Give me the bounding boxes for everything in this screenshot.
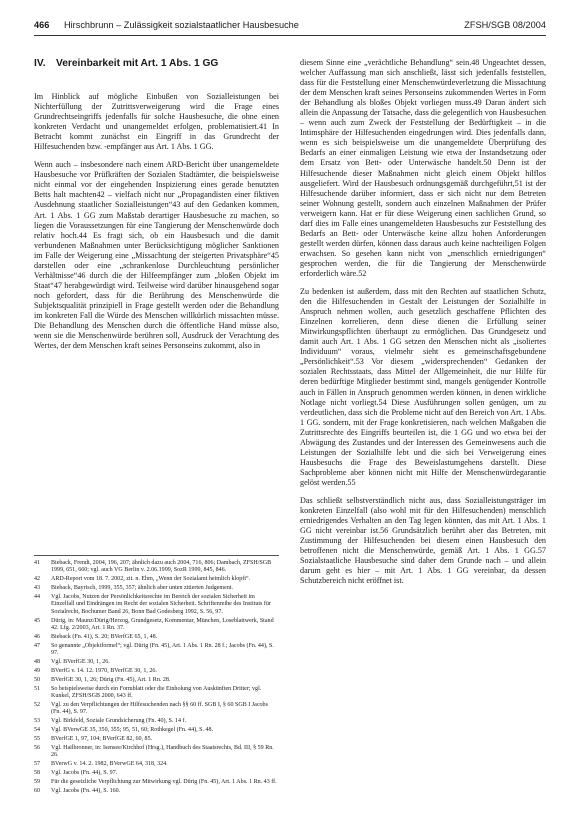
footnote-number: 46 xyxy=(34,633,41,640)
footnote-text: So beispielsweise durch ein Formblatt oder die Einholung von Auskünften Dritter; vgl. Kunkel, ZFSH/SGB 2000, 643 ff. xyxy=(51,685,262,699)
footnote xyxy=(34,745,279,760)
footnote-number: 59 xyxy=(34,778,41,785)
header-rule xyxy=(34,35,546,36)
footnote-text: BVerfG v. 14. 12. 1970, BVerfGE 30, 1, 26. xyxy=(51,667,157,674)
footnote-number: 55 xyxy=(34,735,41,742)
running-title: Hirschbrunn – Zulässigkeit sozialstaatlicher Hausbesuche xyxy=(64,20,299,30)
footnote xyxy=(34,618,279,633)
footnote-number: 45 xyxy=(34,617,41,624)
footnote-text: So genannte „Objektformel“; vgl. Dürig (Fn. 45), Art. 1 Abs. 1 Rn. 28 f.; Jacobs (Fn. 44), S. 97. xyxy=(51,642,274,656)
body-paragraph: diesem Sinne eine „verächtliche Behandlung“ sein.48 Ungeachtet dessen, welcher Auffassung man sich anschließt, lässt sich jedenfalls feststellen, dass für die Feststellung einer Menschenwürdeverletzung die Missachtung der dem Menschen kraft seines Personseins zukommenden Wertes in Form der Behandlung als bloßes Objekt vorliegen muss.49 Daran ändert sich allein die Anpassung der Tatsache, dass die gelegentlich von Hausbesuchen – wenn auch zum Zweck der Feststellung der Bedürftigkeit – in die Intimsphäre der Hilfesuchenden eingedrungen wird. Dies jedenfalls dann, wenn es sich beispielsweise um die unangemeldete Überprüfung des Bedarfs an einer einmaligen Leistung wie etwa der Instandsetzung oder dem Ersatz von Bett- oder Unterwäsche handelt.50 Denn ist der Hilfesuchende dieser Maßnahmen nicht gleich einem Objekt hilflos ausgeliefert. Wird der Hausbesuch ordnungsgemäß durchgeführt,51 ist der Hilfesuchende darüber informiert, dass er sich nicht nur dem Betreten seiner Wohnung gestellt, sondern auch einzelnen Maßnahmen der Prüfer verweigern kann. Hat er für diese Weigerung einen sachlichen Grund, so darf dies im Falle eines unangemeldeten Hausbesuchs zur Feststellung des Bedarfs an Bett- oder Unterwäsche keine allzu hohen Anforderungen gestellt werden dürfen, können dass daraus auch keine nachteiligen Folgen erwachsen. So gesehen kann nicht von „menschlich erniedrigungen“ gesprochen werden, die für die Tangierung der Menschenwürde erforderlich wäre.52 xyxy=(300,58,546,278)
footnote-text: Vgl. Jacobs (Fn. 44), S. 160. xyxy=(51,787,121,794)
footnote-number: 42 xyxy=(34,576,41,583)
footnote xyxy=(34,686,279,701)
right-column xyxy=(300,58,546,594)
footnote xyxy=(34,668,279,675)
footnote-number: 56 xyxy=(34,744,41,751)
footnote xyxy=(34,761,279,768)
footnote xyxy=(34,779,279,786)
footnote-number: 58 xyxy=(34,769,41,776)
footnote xyxy=(34,770,279,777)
footnote xyxy=(34,788,279,795)
footnote-number: 44 xyxy=(34,594,41,601)
footnote xyxy=(34,659,279,666)
footnote-text: BVerfGE 30, 1, 26; Dürig (Fn. 45), Art. 1 Rn. 28. xyxy=(51,676,171,683)
footnote-text: Bieback, Frendt, 2004, 196, 207; ähnlich dazu auch 2004, 716, 806; Dambach, ZFSH/SGB 1999, 651, 660; vgl. auch VG Berlin v. 2.06.1999, SozR 1999, 845, 846. xyxy=(51,560,272,574)
footnote-number: 52 xyxy=(34,701,41,708)
footnote-number: 43 xyxy=(34,585,41,592)
section-heading xyxy=(34,58,279,70)
footnote-text: Dürig, in: Maunz/Dürig/Herzog, Grundgesetz, Kommentar, München, Loseblattwerk, Stand 42. Lfg. 2/2003, Art. 1 Rn. 37. xyxy=(51,617,274,631)
footnote-text: Bieback (Fn. 41), S. 20; BVerfGE 65, 1, 48. xyxy=(51,633,158,640)
footnote xyxy=(34,643,279,658)
footnote xyxy=(34,560,279,575)
footnote-number: 57 xyxy=(34,761,41,767)
footnote-number: 53 xyxy=(34,718,41,724)
body-paragraph: Wenn auch – insbesondere nach einem ARD-Bericht über unangemeldete Hausbesuche vor Prüfkräften der Sozialen Stadtämter, die beispielsweise nicht einmal vor der eingehenden Inspizierung eines gerade benutzten Betts halt machten42 – vielfach nicht nur „Propagandisten einer fiktiven Ausdehnung staatlicher Sozialleistungen“43 auf den Gedanken kommen, Art. 1 Abs. 1 GG zum Maßstab derartiger Hausbesuche zu machen, so liegen die Voraussetzungen für eine Tangierung der Menschenwürde doch relativ hoch.44 Es fragt sich, ob ein Hausbesuch und die damit verbundenen Maßnahmen unter Berücksichtigung möglicher Sanktionen im Falle der Weigerung eine „Missachtung der steigerten Privatsphäre“45 darstellen oder eine „schrankenlose Durchleuchtung persönlicher Verhältnisse“46 durch die der Hilfeempfänger zum „bloßen Objekt im Staat“47 herabgewürdigt wird. Teilweise wird darüber hinausgehend sogar noch gefordert, dass für die Berührung des Menschenwürde die Subjektsqualität prinzipiell in Frage gestellt werden oder die Behandlung im konkreten Fall die Würde des Menschen willkürlich missachten müsse. Die Behandlung des Menschen durch die öffentliche Hand müsse also, wenn sie die Menschenwürde berühren soll, Ausdruck der Verachtung des Wertes, der dem Menschen kraft seines Personseins zukommt, also in xyxy=(34,160,279,351)
footnote-text: BVerfGE 1, 97, 104; BVerfGE 82, 60, 85. xyxy=(51,735,153,742)
footnote-text: Vgl. BVerfGE 30, 1, 26. xyxy=(51,658,110,665)
footnote-number: 54 xyxy=(34,726,41,733)
footnotes xyxy=(34,555,279,797)
footnote xyxy=(34,677,279,684)
footnote-text: Vgl. Birkfeld, Soziale Grundsicherung (Fn. 40), S. 14 f. xyxy=(51,718,187,724)
footnote-text: ARD-Report vom 18. 7. 2002, zit. n. Ehm, „Wenn der Sozialamt heimlich klopft“. xyxy=(51,576,251,583)
footnote-number: 51 xyxy=(34,685,41,692)
footnote-text: Für die gesetzliche Verpflichtung zur Mitwirkung vgl. Dürig (Fn. 45), Art. 1 Abs. 1 Rn. 43 ff. xyxy=(51,778,277,785)
footnote-number: 60 xyxy=(34,787,41,794)
footnote-text: Bieback, Bayrisch, 1999, 355, 357; ähnlich aber unten zitierten Judgement. xyxy=(51,585,234,592)
body-paragraph: Zu bedenken ist außerdem, dass mit den Rechten auf staatlichen Schutz, den die Hilfesuchenden in Gestalt der Leistungen der Sozialhilfe in Anspruch nehmen wollen, auch gesetzlich geschaffene Pflichten des Einzelnen korrelieren, denn diese dienen die Erfüllung seiner Mitwirkungspflichten überhaupt zu ermöglichen. Das Grundgesetz und damit auch Art. 1 Abs. 1 GG setzen den Menschen nicht als „isoliertes Individuum“ voraus, vielmehr sieht es gemeinschaftsgebundene „Persönlichkeit“.53 Vor diesem „widersprechenden“ Gedanken der sozialen Rechtsstaats, dass Mittel der Allgemeinheit, die nur Hilfe für deren bedürftige Mitglieder bestimmt sind, mangels genügender Kontrolle auch in Fällen in Anspruch genommen werden können, in denen wirkliche Notlage nicht vorliegt.54 Diese Ausführungen sollen genügen, um zu verdeutlichen, dass sich die Probleme nicht auf den Bereich von Art. 1 Abs. 1 GG. sondern, mit der Frage konkretisieren, nach welchen Maßgaben die Zutrittsrechte des Eingriffs beurteilen ist, die 1 GG und wo etwa bei der Abwägung des Zustandes und der Interessen des Gemeinwesens auch die Leistungen der Sozialhilfe lebt und die sich bei Verweigerung eines Hausbesuchs die Frage des Beweislastumgehens darstellt. Diese Sachprobleme aber können nicht mit Hilfe der Menschenwürdegarantie gelöst werden.55 xyxy=(300,287,546,487)
section-title: Vereinbarkeit mit Art. 1 Abs. 1 GG xyxy=(56,58,219,69)
footnote-text: Vgl. Jacobs, Nutzen der Persönlichkeitsrechte im Bereich der sozialen Sicherheit im Einzelfall und Eindrängen im Recht der sozialen Sicherheit. Schriftenreihe des Instituts für Sozialrecht, Bochumer Band 26, Bonn Bad Godesberg 1992, S. 56, 97. xyxy=(51,594,271,615)
footnote xyxy=(34,634,279,641)
footnote-text: Vgl. zu den Verpflichtungen der Hilfesuchenden nach §§ 60 ff. SGB I, § 60 SGB I Jacobs (Fn. 44), S. 97. xyxy=(51,701,268,716)
footnote xyxy=(34,727,279,734)
running-header xyxy=(34,20,546,34)
footnote xyxy=(34,736,279,743)
footnote xyxy=(34,576,279,583)
footnote xyxy=(34,718,279,725)
footnote xyxy=(34,585,279,592)
footnote-number: 41 xyxy=(34,560,41,566)
footnote-text: Vgl. Jacobs (Fn. 44), S. 97. xyxy=(51,769,118,776)
footnote-text: Vgl. BVerwGE 35, 350, 355; 95, 51, 60; Rothkegel (Fn. 44), S. 48. xyxy=(51,726,214,733)
footnote-text: Vgl. Hailbronner, in: Isensee/Kirchhof (Hrsg.), Handbuch des Staatsrechts, Bd. III, § 59 Rn. 26. xyxy=(51,744,274,759)
page-number: 466 xyxy=(34,20,50,30)
footnote xyxy=(34,702,279,717)
left-column xyxy=(34,58,279,359)
body-paragraph: Das schließt selbstverständlich nicht aus, dass Sozialleistungsträger im konkreten Einzelfall (also wohl mit für den Hilfesuchenden) menschlich erniedrigendes Verhalten an den Tag legen könnten, das mit Art. 1 Abs. 1 GG nicht vereinbar ist.56 Grundsätzlich berührt aber das Betreten, mit Zustimmung der Hilfesuchenden bei diesem einen Hausbesuch den betroffenen nicht die Menschenwürde, gemäß Art. 1 Abs. 1 GG.57 Sozialstaatliche Hausbesuche sind daher dem Grunde nach – und allein darum geht es hier – mit Art. 1 Abs. 1 GG vereinbar, da dessen Schutzbereich nicht eröffnet ist. xyxy=(300,495,546,586)
footnote-number: 50 xyxy=(34,676,41,683)
footnote-number: 47 xyxy=(34,642,41,649)
footnote xyxy=(34,594,279,616)
footnote-number: 49 xyxy=(34,667,41,674)
journal-issue: ZFSH/SGB 08/2004 xyxy=(464,20,546,30)
footnote-text: BVerwG v. 14. 2. 1982, BVerwGE 64, 318, 324. xyxy=(51,761,168,767)
body-paragraph: Im Hinblick auf mögliche Einbußen von Sozialleistungen bei Nichterfüllung der Zutrittsverweigerung wird die Frage eines Grundrechtseingriffs jedenfalls für solche Hausbesuche, die ohne einen konkreten Verdacht und unangemeldet erfolgen, problematisiert.41 In Betracht kommt zunächst ein Eingriff in das Grundrecht der Hilfesuchenden bzw. -empfänger aus Art. 1 Abs. 1 GG. xyxy=(34,92,279,152)
section-number: IV. xyxy=(34,58,46,69)
footnote-number: 48 xyxy=(34,658,41,665)
